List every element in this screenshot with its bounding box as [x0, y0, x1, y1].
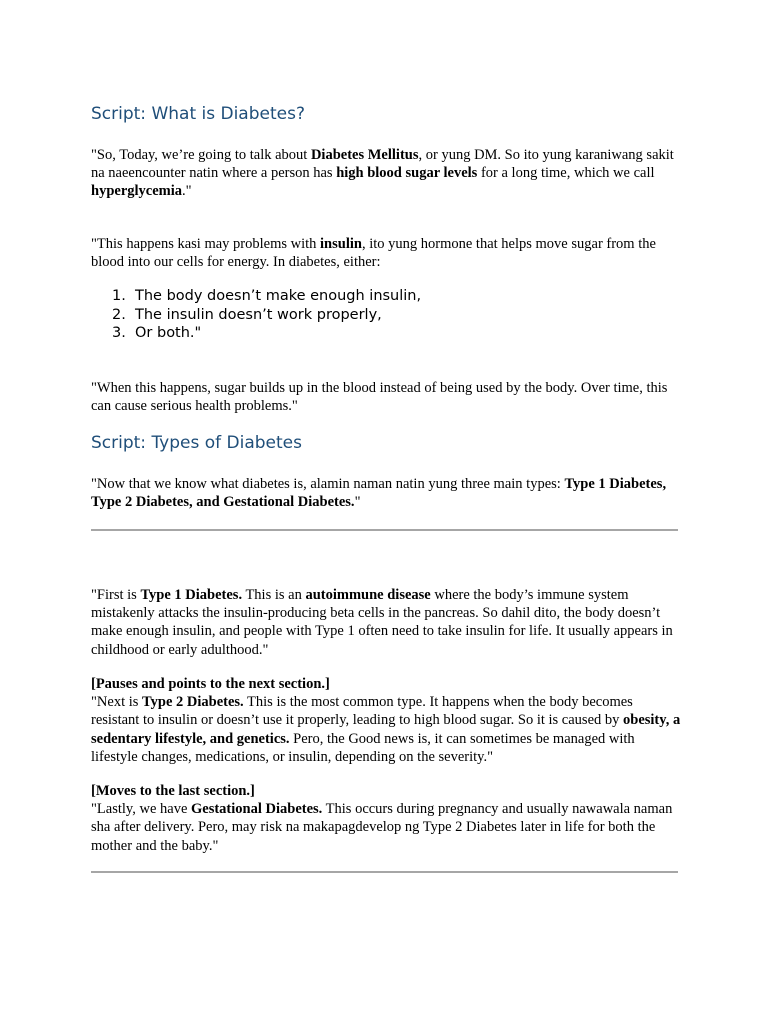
horizontal-divider: [91, 871, 678, 873]
paragraph-sugar-builds-up: "When this happens, sugar builds up in the blood instead of being used by the body. Over time, this can cause serious health problems.": [91, 380, 668, 415]
list-item: 1. The body doesn’t make enough insulin,: [112, 288, 422, 304]
paragraph-insulin: "This happens kasi may problems with insulin, ito yung hormone that helps move sugar from the blood into our cells for energy. In diabetes, either:: [91, 236, 656, 271]
list-item: 3. Or both.": [112, 325, 202, 341]
paragraph-types-intro: "Now that we know what diabetes is, alamin naman natin yung three main types: Type 1 Diabetes, Type 2 Diabetes, and Gestational Diabetes.": [91, 476, 667, 511]
paragraph-type-1: "First is Type 1 Diabetes. This is an autoimmune disease where the body’s immune system mistakenly attacks the insulin-producing beta cells in the pancreas. So dahil dito, the body doesn’t make enough insulin, and people with Type 1 often need to take insulin for life. It usually appears in childhood or early adulthood.": [91, 587, 673, 658]
heading-types-of-diabetes: Script: Types of Diabetes: [91, 433, 302, 453]
stage-cue: [Pauses and points to the next section.]: [91, 676, 330, 692]
paragraph-intro-dm: "So, Today, we’re going to talk about Diabetes Mellitus, or yung DM. So ito yung karaniwang sakit na naeencounter natin where a person has high blood sugar levels for a long time, which we call hyperglycemia.": [91, 147, 674, 200]
causes-list: [91, 287, 421, 343]
list-item: 2. The insulin doesn’t work properly,: [112, 306, 382, 323]
horizontal-divider: [91, 529, 678, 531]
heading-what-is-diabetes: Script: What is Diabetes?: [91, 104, 305, 124]
paragraph-gestational: [Moves to the last section.] "Lastly, we have Gestational Diabetes. This occurs during pregnancy and usually nawawala naman sha after delivery. Pero, may risk na makapagdevelop ng Type 2 Diabetes later in life for both the mother and the baby.": [91, 783, 673, 854]
stage-cue: [Moves to the last section.]: [91, 783, 255, 799]
paragraph-type-2: [Pauses and points to the next section.] "Next is Type 2 Diabetes. This is the most common type. It happens when the body becomes resistant to insulin or doesn’t use it properly, leading to high blood sugar. So it is caused by obesity, a sedentary lifestyle, and genetics. Pero, the Good news is, it can sometimes be managed with lifestyle changes, medications, or insulin, depending on the severity.": [91, 676, 681, 765]
